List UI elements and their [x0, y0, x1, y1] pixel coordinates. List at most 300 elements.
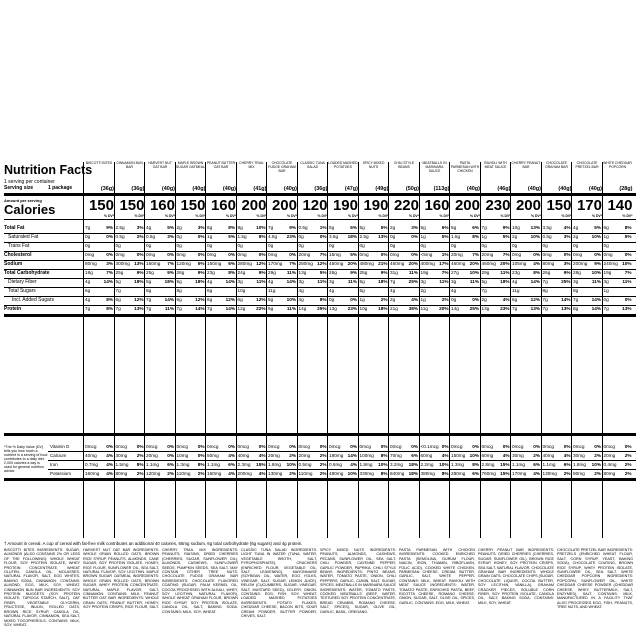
percent-dv: 0% — [106, 444, 113, 449]
percent-dv: 8% — [136, 462, 144, 467]
amount: 200mg — [237, 471, 252, 476]
percent-dv: 11% — [591, 279, 601, 284]
serving-weight: (49g) — [375, 186, 389, 192]
product-name: MAPLE BROWN SUGAR OATMEAL — [176, 161, 205, 169]
amount: 7g — [146, 297, 152, 302]
amount: 15mg — [329, 252, 341, 257]
amount: 0mg — [268, 252, 278, 257]
amount: 0mcg — [115, 444, 127, 449]
percent-dv: 0% — [350, 297, 357, 302]
amount: 1.1mg — [207, 462, 221, 467]
percent-dv: 9% — [350, 270, 357, 275]
amount: 460mg — [451, 261, 466, 266]
amount: 19g — [420, 270, 429, 275]
amount: 20mg — [298, 453, 311, 458]
dv-header: % DV* — [287, 214, 297, 218]
amount: 5g — [359, 225, 365, 230]
percent-dv: 11% — [286, 270, 296, 275]
percent-dv: 4% — [563, 225, 571, 230]
amount: 5g — [268, 297, 274, 302]
percent-dv: 11% — [439, 279, 449, 284]
amount: 480mg — [329, 471, 344, 476]
percent-dv: 6% — [411, 453, 418, 458]
amount: 5g — [420, 225, 426, 230]
percent-dv: 5% — [167, 225, 174, 230]
percent-dv: 11% — [500, 270, 510, 275]
percent-dv: 0% — [167, 453, 174, 458]
amount: 6g — [176, 297, 182, 302]
product-column — [511, 162, 541, 538]
percent-dv: 0% — [289, 252, 296, 257]
serving-weight: (113g) — [433, 186, 450, 192]
amount: 0mcg — [573, 444, 585, 449]
column-divider — [327, 162, 328, 538]
dv-header: % DV* — [195, 214, 206, 218]
percent-dv: 5% — [350, 252, 357, 257]
product-column — [237, 162, 267, 538]
amount: 90mg — [573, 471, 585, 476]
percent-dv: 23% — [500, 306, 510, 311]
amount: 30mg — [115, 453, 128, 458]
amount: 4g — [207, 279, 213, 284]
calories-label: Calories — [4, 202, 56, 217]
percent-dv: 6% — [563, 462, 571, 467]
amount: 150mg — [207, 261, 222, 266]
product-column — [572, 162, 602, 538]
percent-dv: 9% — [106, 225, 113, 230]
percent-dv: 10% — [469, 270, 479, 275]
dv-header: % DV* — [256, 214, 267, 218]
calorie-value: 160 — [210, 197, 236, 214]
amount: 25g — [146, 270, 154, 275]
amount: 110mg — [176, 471, 191, 476]
amount: 0g — [268, 243, 274, 248]
calorie-value: 200 — [515, 197, 541, 214]
amount: 3g — [298, 279, 304, 284]
amount: 5g — [481, 279, 487, 284]
percent-dv: 5% — [197, 261, 205, 266]
calorie-value: 150 — [180, 197, 206, 214]
amount: 0mcg — [329, 444, 341, 449]
amount: 7g — [542, 306, 548, 311]
percent-dv: 4% — [563, 453, 571, 458]
percent-dv: 4% — [228, 471, 235, 476]
percent-dv: 18% — [408, 462, 418, 467]
amount: 3g — [420, 279, 426, 284]
ingredients-text: HARVEST NUT OAT BAR INGREDIENTS: WHOLE GRAIN ROLLED OATS, BROWN RICE SYRUP, PEANUTS, ALMONDS, CANE SUGAR, SOY PROTEIN ISOLATE, HONEY, RICE FLOUR, SUNFLOWER OIL, SEA SALT, NATURAL FLAVOR, SOY LECITHIN. MAPLE BROWN SUGAR OATMEAL INGREDIENTS: WHOLE GRAIN ROLLED OATS, BROWN SUGAR, WHEY PROTEIN CONCENTRATE, NATURAL MAPLE FLAVOR, SALT, CINNAMON. CONTAINS: MILK. PEANUT BUTTER OAT BAR INGREDIENTS: WHOLE GRAIN OATS, PEANUT BUTTER, HONEY, SOY PROTEIN CRISPS, RICE FLOUR, SALT. — [83, 548, 159, 610]
amount: 5g — [146, 279, 152, 284]
column-divider — [297, 162, 298, 538]
amount: 0mg — [390, 252, 400, 257]
amount: 1g — [420, 234, 426, 239]
percent-dv: 25% — [561, 279, 571, 284]
percent-dv: 7% — [472, 252, 479, 257]
percent-dv: 0% — [472, 444, 479, 449]
percent-dv: 12% — [195, 297, 205, 302]
product-name: CHOCOLATE FUDGE GRAHAM BAR — [268, 161, 296, 173]
amount-label: Amount per serving — [4, 198, 42, 203]
percent-dv: 8% — [380, 471, 388, 476]
product-column — [359, 162, 389, 538]
amount: 105mg — [512, 261, 527, 266]
percent-dv: 2% — [624, 453, 632, 458]
percent-dv: 4% — [258, 471, 266, 476]
calorie-value: 150 — [88, 197, 114, 214]
amount: 2g — [512, 234, 518, 239]
percent-dv: 14% — [195, 306, 205, 311]
percent-dv: 0% — [136, 252, 144, 257]
amount: 1g — [603, 288, 609, 293]
product-column — [115, 162, 145, 538]
servings-line — [4, 180, 76, 191]
amount: 23g — [512, 270, 520, 275]
percent-dv: 4% — [258, 453, 266, 458]
dv-header: % DV* — [439, 214, 450, 218]
amount: 11g — [268, 288, 276, 293]
percent-dv: 7% — [106, 270, 113, 275]
calorie-value: 120 — [302, 197, 328, 214]
amount: 8g — [146, 288, 152, 293]
product-name: HARVEST NUT OAT BAR — [148, 161, 172, 169]
percent-dv: 25% — [408, 279, 418, 284]
amount: 7g — [481, 288, 487, 293]
percent-dv: 0% — [197, 234, 205, 239]
amount: 25g — [359, 270, 368, 275]
amount: 2g — [390, 225, 396, 230]
end-rule — [4, 478, 636, 481]
amount: 2.3mg — [237, 462, 251, 467]
panel-title: Nutrition Facts — [4, 163, 93, 177]
amount: 4g — [85, 279, 91, 284]
amount: 7g — [512, 306, 518, 311]
amount: 1.8mg — [268, 462, 282, 467]
column-divider — [358, 162, 359, 538]
percent-dv: 0% — [228, 252, 235, 257]
percent-dv: 9% — [594, 261, 601, 266]
percent-dv: 10% — [591, 270, 601, 275]
percent-dv: 0% — [533, 444, 540, 449]
amount: 0mg — [115, 252, 125, 257]
serving-weight: (47g) — [344, 186, 358, 192]
percent-dv: 14% — [561, 297, 571, 302]
percent-dv: 13% — [530, 225, 540, 230]
amount: 3.2mg — [390, 462, 404, 467]
amount: 0.5g — [298, 225, 308, 230]
percent-dv: 18% — [195, 279, 205, 284]
row-label-total-sugars: Total Sugars — [8, 288, 36, 294]
percent-dv: 6% — [472, 471, 479, 476]
row-label-protein: Protein — [4, 306, 22, 312]
product-name: PEANUT BUTTER OAT BAR — [206, 161, 236, 169]
column-divider — [114, 162, 115, 538]
percent-dv: 0% — [411, 234, 418, 239]
percent-dv: 6% — [350, 225, 357, 230]
percent-dv: 4% — [106, 462, 113, 467]
serving-weight: (40g) — [222, 186, 236, 192]
percent-dv: 2% — [136, 453, 144, 458]
percent-dv: 11% — [286, 306, 296, 311]
row-label-fiber: Dietary Fiber — [8, 279, 37, 285]
percent-dv: 8% — [319, 297, 327, 302]
amount: 25g — [115, 270, 124, 275]
percent-dv: 8% — [624, 225, 632, 230]
percent-dv: 10% — [530, 234, 540, 239]
product-name: CHERRY TRAIL MIX — [239, 161, 264, 169]
product-column — [603, 162, 633, 538]
amount: 60mg — [481, 453, 494, 458]
row-label-vitamin-d: Vitamin D — [50, 444, 70, 449]
amount: 13g — [481, 306, 490, 311]
serving-weight: (40g) — [558, 186, 572, 192]
product-column — [420, 162, 450, 538]
amount: 1g — [420, 297, 426, 302]
percent-dv: 8% — [258, 234, 266, 239]
percent-dv: 5% — [380, 225, 388, 230]
amount: 0.7mg — [85, 462, 99, 467]
dv-header: % DV* — [500, 214, 511, 218]
amount: 24g — [237, 270, 246, 275]
amount: 7g — [542, 297, 548, 302]
percent-dv: 9% — [258, 270, 266, 275]
percent-dv: 13% — [530, 306, 540, 311]
percent-dv: 0% — [441, 444, 449, 449]
amount: 0g — [176, 234, 182, 239]
percent-dv: 12% — [256, 261, 266, 266]
amount: 0.4mg — [603, 462, 617, 467]
percent-dv: 8% — [533, 270, 540, 275]
amount: 6g — [115, 297, 121, 302]
amount: 10g — [359, 306, 368, 311]
percent-dv: 0% — [319, 444, 327, 449]
percent-dv: 2% — [563, 471, 571, 476]
product-name: CLASSIC TUNA SALAD — [300, 161, 325, 169]
amount: 280mg — [298, 261, 313, 266]
percent-dv: 38% — [408, 306, 418, 311]
percent-dv: 10% — [286, 297, 296, 302]
amount: 170mg — [268, 261, 283, 266]
amount: 0g — [603, 243, 609, 248]
percent-dv: 1% — [441, 252, 449, 257]
serving-weight: (40g) — [527, 186, 541, 192]
amount: 80mg — [542, 261, 555, 266]
amount: 4g — [329, 288, 335, 293]
percent-dv: 0% — [594, 252, 601, 257]
amount: 0mg — [573, 252, 583, 257]
row-label-total-fat: Total Fat — [4, 225, 25, 231]
amount: 12g — [237, 306, 246, 311]
product-name: CHERRY PEANUT BAR — [511, 161, 541, 169]
amount: 11g — [420, 306, 428, 311]
dv-header: % DV* — [134, 214, 145, 218]
dv-header: % DV* — [409, 214, 419, 218]
amount: 0mcg — [390, 444, 402, 449]
amount: 480mg — [359, 261, 374, 266]
ingredients-text: CHERRY TRAIL MIX INGREDIENTS: PEANUTS, RAISINS, DRIED CHERRIES (CHERRIES, SUGAR, SUNFLOWER OIL), ALMONDS, CASHEWS, SUNFLOWER SEEDS, PUMPKIN SEEDS, SEA SALT. MAY CONTAIN OTHER TREE NUTS. CHOCOLATE FUDGE GRAHAM BAR INGREDIENTS: CHOCOLATE FLAVORED COATING (SUGAR, PALM KERNEL OIL, COCOA PROCESSED WITH ALKALI, WHEY, SOY LECITHIN, NATURAL FLAVOR), WHOLE WHEAT GRAHAM FLOUR, BROWN RICE SYRUP, SOY PROTEIN ISOLATE, CANOLA OIL, SALT, BAKING SODA. CONTAINS: MILK, SOY, WHEAT. — [162, 548, 238, 614]
amount: 4g — [298, 288, 304, 293]
amount: 160mg — [146, 261, 161, 266]
percent-dv: 6% — [472, 225, 479, 230]
amount: 0mcg — [603, 444, 615, 449]
servings-per-container: 1 serving per container — [4, 179, 55, 185]
percent-dv: 9% — [289, 225, 296, 230]
amount: 2g — [481, 297, 487, 302]
amount: 7g — [85, 306, 91, 311]
percent-dv: 8% — [472, 462, 479, 467]
amount: 0g — [298, 243, 304, 248]
percent-dv: 2% — [136, 234, 144, 239]
amount: 170mg — [512, 471, 527, 476]
amount: 28g — [573, 270, 581, 275]
percent-dv: 2% — [441, 297, 449, 302]
percent-dv: 0% — [167, 444, 174, 449]
percent-dv: 15% — [256, 462, 266, 467]
amount: 0g — [603, 297, 609, 302]
calorie-value: 170 — [576, 197, 602, 214]
percent-dv: 2% — [594, 471, 601, 476]
amount: 5g — [115, 279, 121, 284]
percent-dv: 2% — [319, 462, 327, 467]
percent-dv: 0% — [319, 234, 327, 239]
amount: 80mg — [85, 261, 97, 266]
percent-dv: 10% — [378, 462, 388, 467]
amount: 4g — [268, 279, 274, 284]
product-name: CHOCOLATE PRETZEL BAR — [575, 161, 599, 169]
amount: 0g — [451, 297, 457, 302]
amount: 0.5g — [542, 234, 552, 239]
product-column — [206, 162, 236, 538]
percent-dv: 14% — [103, 279, 113, 284]
percent-dv: 4% — [106, 453, 113, 458]
amount: 2g — [420, 288, 426, 293]
serving-weight: (28g) — [619, 186, 633, 192]
percent-dv: 0% — [258, 444, 266, 449]
amount: 240mg — [603, 261, 618, 266]
percent-dv: 0% — [106, 252, 113, 257]
percent-dv: 5% — [594, 225, 601, 230]
amount: 0mg — [237, 252, 247, 257]
percent-dv: 0% — [106, 234, 113, 239]
nutrition-facts-panel — [4, 162, 636, 538]
amount: 160mg — [207, 471, 222, 476]
percent-dv: 0% — [350, 444, 357, 449]
percent-dv: 12% — [317, 261, 327, 266]
amount: 7g — [85, 225, 91, 230]
percent-dv: 7% — [289, 261, 296, 266]
amount: 80mg — [115, 471, 128, 476]
percent-dv: 9% — [167, 270, 174, 275]
amount: 0g — [390, 234, 396, 239]
column-divider — [83, 162, 84, 538]
amount: 19g — [603, 270, 612, 275]
amount: 0.6mg — [329, 462, 343, 467]
percent-dv: 6% — [228, 462, 235, 467]
percent-dv: 15% — [500, 462, 510, 467]
row-label-potassium: Potassium — [50, 471, 72, 476]
percent-dv: 20% — [408, 261, 418, 266]
percent-dv: 4% — [502, 297, 510, 302]
percent-dv: 13% — [561, 306, 571, 311]
amount: 8g — [573, 306, 579, 311]
percent-dv: 14% — [225, 279, 235, 284]
amount: 10mg — [176, 453, 189, 458]
amount: 26g — [176, 270, 185, 275]
percent-dv: 9% — [197, 270, 205, 275]
amount: 0g — [542, 243, 548, 248]
amount: 29g — [481, 270, 490, 275]
percent-dv: 23% — [286, 234, 296, 239]
amount: 23g — [207, 270, 215, 275]
column-divider — [510, 162, 511, 538]
row-label-trans-fat: Trans Fat — [8, 243, 30, 249]
percent-dv: 0% — [380, 444, 388, 449]
amount: 30mg — [573, 453, 585, 458]
percent-dv: 0% — [624, 252, 632, 257]
row-label-cholesterol: Cholesterol — [4, 252, 32, 258]
percent-dv: 23% — [347, 306, 357, 311]
dv-header: % DV* — [470, 214, 480, 218]
amount: 20mg — [451, 252, 463, 257]
serving-weight: (40g) — [466, 186, 480, 192]
calorie-value: 200 — [241, 197, 267, 214]
product-column — [145, 162, 175, 538]
amount: 0g — [481, 243, 487, 248]
percent-dv: 3% — [563, 261, 571, 266]
percent-dv: 25% — [469, 306, 479, 311]
percent-dv: 3% — [563, 234, 571, 239]
amount: 6g — [512, 297, 518, 302]
amount: 0mg — [603, 252, 613, 257]
amount: 1g — [207, 234, 213, 239]
amount: 100mg — [359, 453, 374, 458]
product-name: MEATBALLS IN MARINARA SAUCE — [422, 161, 447, 173]
percent-dv: 0% — [624, 297, 632, 302]
amount: 6g — [207, 225, 213, 230]
amount: 0.5g — [146, 234, 156, 239]
amount: 0mcg — [237, 444, 249, 449]
amount: 29g — [268, 270, 276, 275]
percent-dv: 18% — [347, 234, 357, 239]
amount: 0mg — [359, 252, 369, 257]
percent-dv: 0% — [197, 444, 205, 449]
amount: 7g — [115, 306, 121, 311]
percent-dv: 0% — [289, 444, 296, 449]
product-name: SPICY MIXED NUTS — [362, 161, 385, 169]
percent-dv: 11% — [469, 279, 479, 284]
percent-dv: 12% — [134, 297, 144, 302]
percent-dv: 11% — [317, 279, 327, 284]
amount: 0g — [420, 243, 426, 248]
amount: 280mg — [451, 471, 466, 476]
amount: 0mcg — [512, 444, 524, 449]
amount: 50mg — [207, 453, 219, 458]
percent-dv: 0% — [197, 252, 205, 257]
amount: 0mg — [176, 252, 186, 257]
percent-dv: 10% — [469, 453, 479, 458]
amount: 4g — [146, 225, 152, 230]
serving-size-value: 1 package — [48, 184, 73, 191]
amount: 0g — [512, 243, 518, 248]
amount: 7g — [603, 306, 609, 311]
amount: 130mg — [268, 471, 283, 476]
amount: 5g — [359, 279, 365, 284]
percent-dv: 12% — [256, 297, 266, 302]
column-divider — [266, 162, 267, 538]
amount: 120mg — [146, 471, 161, 476]
amount: 2.2mg — [420, 462, 434, 467]
percent-dv: 6% — [533, 462, 540, 467]
amount: 40mg — [542, 453, 555, 458]
amount: 4.5g — [268, 234, 278, 239]
